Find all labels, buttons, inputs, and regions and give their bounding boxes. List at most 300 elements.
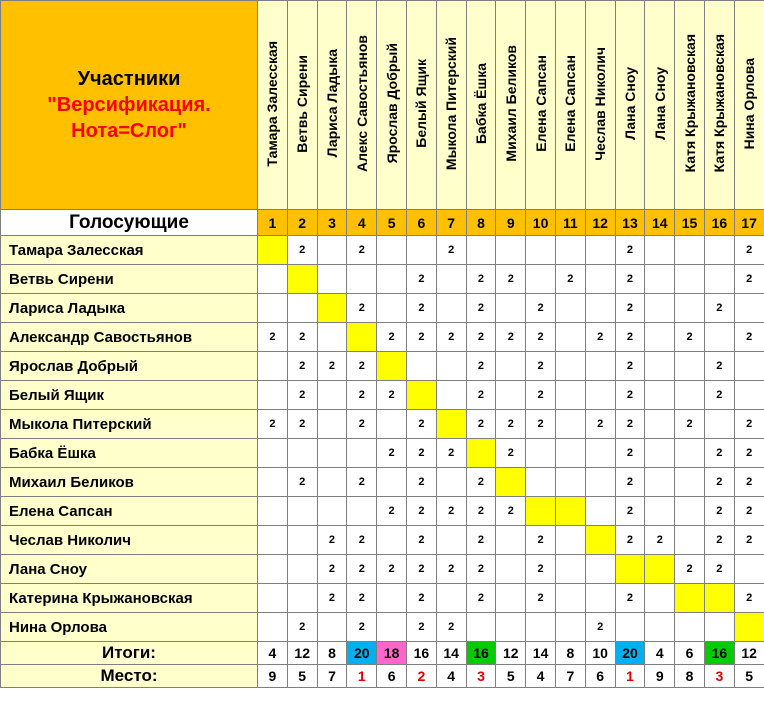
vote-cell <box>496 584 526 613</box>
voter-name: Нина Орлова <box>1 613 258 642</box>
vote-cell: 2 <box>615 294 645 323</box>
vote-cell: 2 <box>466 526 496 555</box>
vote-cell: 2 <box>615 352 645 381</box>
place-cell: 7 <box>555 665 585 688</box>
vote-cell <box>496 613 526 642</box>
participant-number: 13 <box>615 210 645 236</box>
vote-cell <box>317 323 347 352</box>
vote-cell: 2 <box>734 236 764 265</box>
voter-row <box>1 352 764 381</box>
table-title-cell <box>1 1 258 210</box>
vote-cell: 2 <box>347 555 377 584</box>
vote-cell: 2 <box>317 584 347 613</box>
vote-cell: 2 <box>377 323 407 352</box>
vote-cell: 2 <box>466 381 496 410</box>
place-cell: 5 <box>734 665 764 688</box>
vote-cell: 2 <box>347 352 377 381</box>
vote-cell <box>317 236 347 265</box>
vote-cell <box>258 613 288 642</box>
participant-number: 10 <box>526 210 556 236</box>
vote-cell: 2 <box>526 526 556 555</box>
participant-header <box>287 1 317 210</box>
vote-cell <box>436 584 466 613</box>
place-cell: 9 <box>645 665 675 688</box>
vote-cell: 2 <box>347 526 377 555</box>
vote-cell <box>317 613 347 642</box>
vote-cell: 2 <box>526 584 556 613</box>
self-vote-cell <box>734 613 764 642</box>
totals-row <box>1 642 764 665</box>
voter-name: Белый Ящик <box>1 381 258 410</box>
self-vote-cell <box>377 352 407 381</box>
self-vote-cell <box>615 555 645 584</box>
vote-cell <box>675 497 705 526</box>
vote-cell <box>377 236 407 265</box>
place-cell: 3 <box>466 665 496 688</box>
place-cell: 5 <box>496 665 526 688</box>
vote-cell <box>526 265 556 294</box>
vote-cell <box>585 265 615 294</box>
vote-cell <box>734 381 764 410</box>
vote-cell <box>287 439 317 468</box>
voter-name: Катерина Крыжановская <box>1 584 258 613</box>
places-label: Место: <box>1 665 258 688</box>
vote-cell: 2 <box>704 526 734 555</box>
participant-name: Лариса Ладыка <box>323 49 340 158</box>
participants-header-row <box>1 1 764 210</box>
vote-cell: 2 <box>496 323 526 352</box>
voter-name: Александр Савостьянов <box>1 323 258 352</box>
vote-cell <box>645 468 675 497</box>
total-cell: 4 <box>258 642 288 665</box>
vote-cell: 2 <box>347 410 377 439</box>
vote-cell <box>496 352 526 381</box>
voter-row <box>1 439 764 468</box>
vote-cell: 2 <box>555 265 585 294</box>
vote-cell: 2 <box>466 497 496 526</box>
vote-cell <box>526 613 556 642</box>
place-cell: 9 <box>258 665 288 688</box>
participant-number: 6 <box>406 210 436 236</box>
self-vote-cell <box>406 381 436 410</box>
vote-cell <box>377 410 407 439</box>
place-cell: 1 <box>615 665 645 688</box>
vote-cell: 2 <box>496 265 526 294</box>
vote-cell <box>555 381 585 410</box>
vote-cell <box>555 410 585 439</box>
vote-cell <box>555 526 585 555</box>
vote-cell: 2 <box>406 555 436 584</box>
participant-number: 5 <box>377 210 407 236</box>
place-cell: 4 <box>436 665 466 688</box>
vote-cell: 2 <box>317 352 347 381</box>
vote-cell <box>406 352 436 381</box>
vote-cell: 2 <box>526 352 556 381</box>
self-vote-cell <box>645 555 675 584</box>
vote-cell <box>645 352 675 381</box>
vote-cell <box>496 555 526 584</box>
voter-name: Михаил Беликов <box>1 468 258 497</box>
vote-cell: 2 <box>704 439 734 468</box>
vote-cell <box>347 265 377 294</box>
vote-cell <box>585 497 615 526</box>
vote-cell: 2 <box>436 439 466 468</box>
vote-cell <box>258 352 288 381</box>
vote-cell: 2 <box>675 410 705 439</box>
voter-row <box>1 468 764 497</box>
vote-cell: 2 <box>347 381 377 410</box>
vote-cell: 2 <box>287 352 317 381</box>
vote-cell <box>258 294 288 323</box>
vote-cell <box>645 410 675 439</box>
self-vote-cell <box>347 323 377 352</box>
self-vote-cell <box>317 294 347 323</box>
vote-cell: 2 <box>406 584 436 613</box>
vote-cell <box>287 555 317 584</box>
vote-cell <box>377 294 407 323</box>
vote-cell <box>704 613 734 642</box>
vote-cell: 2 <box>615 468 645 497</box>
vote-cell: 2 <box>287 613 317 642</box>
total-cell: 16 <box>466 642 496 665</box>
vote-cell: 2 <box>734 584 764 613</box>
vote-cell <box>258 468 288 497</box>
participant-name: Лана Сноу <box>651 67 668 140</box>
vote-cell <box>555 613 585 642</box>
vote-cell <box>675 294 705 323</box>
participant-header <box>347 1 377 210</box>
vote-cell <box>645 381 675 410</box>
total-cell: 20 <box>615 642 645 665</box>
vote-cell <box>585 294 615 323</box>
vote-cell: 2 <box>734 497 764 526</box>
vote-cell: 2 <box>585 410 615 439</box>
total-cell: 18 <box>377 642 407 665</box>
vote-cell: 2 <box>675 555 705 584</box>
participant-number: 1 <box>258 210 288 236</box>
vote-cell: 2 <box>466 555 496 584</box>
vote-cell: 2 <box>317 526 347 555</box>
vote-cell <box>675 236 705 265</box>
place-cell: 5 <box>287 665 317 688</box>
total-cell: 16 <box>406 642 436 665</box>
participant-number: 16 <box>704 210 734 236</box>
vote-cell <box>615 613 645 642</box>
participant-name: Нина Орлова <box>741 57 758 150</box>
vote-cell: 2 <box>734 323 764 352</box>
totals-label: Итоги: <box>1 642 258 665</box>
vote-cell <box>317 381 347 410</box>
vote-cell: 2 <box>436 236 466 265</box>
participant-number: 11 <box>555 210 585 236</box>
self-vote-cell <box>555 497 585 526</box>
participant-name: Тамара Залесская <box>264 40 281 167</box>
vote-cell: 2 <box>347 294 377 323</box>
participant-name: Михаил Беликов <box>502 45 519 162</box>
vote-cell: 2 <box>466 323 496 352</box>
vote-cell <box>377 613 407 642</box>
voter-row <box>1 294 764 323</box>
vote-cell <box>555 323 585 352</box>
participant-header <box>526 1 556 210</box>
voter-row <box>1 613 764 642</box>
voter-row <box>1 323 764 352</box>
vote-cell <box>675 265 705 294</box>
total-cell: 20 <box>347 642 377 665</box>
vote-cell <box>287 497 317 526</box>
vote-cell <box>645 265 675 294</box>
vote-cell <box>347 497 377 526</box>
self-vote-cell <box>436 410 466 439</box>
vote-cell <box>496 381 526 410</box>
vote-cell: 2 <box>377 497 407 526</box>
vote-cell: 2 <box>496 439 526 468</box>
voter-row <box>1 526 764 555</box>
vote-cell <box>645 497 675 526</box>
vote-cell <box>258 584 288 613</box>
vote-cell: 2 <box>466 584 496 613</box>
participant-number: 14 <box>645 210 675 236</box>
participant-header <box>585 1 615 210</box>
participant-number: 17 <box>734 210 764 236</box>
vote-cell <box>436 381 466 410</box>
vote-cell <box>317 468 347 497</box>
participant-header <box>377 1 407 210</box>
vote-cell: 2 <box>734 410 764 439</box>
vote-cell: 2 <box>615 497 645 526</box>
voter-name: Мыкола Питерский <box>1 410 258 439</box>
participant-name: Катя Крыжановская <box>711 34 728 173</box>
participant-name: Катя Крыжановская <box>681 34 698 173</box>
vote-cell <box>645 323 675 352</box>
places-row <box>1 665 764 688</box>
participant-header <box>675 1 705 210</box>
voter-row <box>1 265 764 294</box>
vote-cell <box>585 555 615 584</box>
vote-cell <box>526 468 556 497</box>
vote-cell: 2 <box>526 323 556 352</box>
vote-cell: 2 <box>436 497 466 526</box>
participant-number: 9 <box>496 210 526 236</box>
participant-number: 3 <box>317 210 347 236</box>
place-cell: 7 <box>317 665 347 688</box>
vote-cell <box>258 526 288 555</box>
vote-cell <box>645 439 675 468</box>
vote-cell <box>347 439 377 468</box>
participant-name: Ветвь Сирени <box>294 54 311 153</box>
participant-name: Елена Сапсан <box>532 55 549 152</box>
vote-cell <box>585 352 615 381</box>
vote-cell <box>436 294 466 323</box>
vote-cell <box>317 439 347 468</box>
participant-header <box>704 1 734 210</box>
participant-header <box>496 1 526 210</box>
vote-cell: 2 <box>406 468 436 497</box>
vote-cell: 2 <box>526 555 556 584</box>
total-cell: 8 <box>317 642 347 665</box>
vote-cell: 2 <box>287 410 317 439</box>
total-cell: 16 <box>704 642 734 665</box>
total-cell: 14 <box>436 642 466 665</box>
vote-cell <box>585 468 615 497</box>
participant-header <box>555 1 585 210</box>
vote-cell <box>317 410 347 439</box>
vote-cell <box>555 555 585 584</box>
vote-cell: 2 <box>466 410 496 439</box>
vote-cell: 2 <box>704 294 734 323</box>
participant-number: 4 <box>347 210 377 236</box>
vote-cell <box>645 584 675 613</box>
vote-cell: 2 <box>585 613 615 642</box>
vote-cell <box>645 294 675 323</box>
voter-name: Лана Сноу <box>1 555 258 584</box>
vote-cell <box>287 526 317 555</box>
vote-cell <box>377 584 407 613</box>
vote-cell <box>555 468 585 497</box>
participant-header <box>734 1 764 210</box>
vote-cell <box>287 294 317 323</box>
self-vote-cell <box>496 468 526 497</box>
vote-cell <box>436 468 466 497</box>
voter-row <box>1 236 764 265</box>
vote-cell <box>526 439 556 468</box>
participant-name: Мыкола Питерский <box>443 36 460 171</box>
vote-cell <box>317 265 347 294</box>
vote-cell: 2 <box>436 613 466 642</box>
self-vote-cell <box>675 584 705 613</box>
vote-cell: 2 <box>406 323 436 352</box>
vote-cell <box>675 381 705 410</box>
participant-name: Бабка Ёшка <box>472 62 489 144</box>
vote-cell <box>675 439 705 468</box>
participant-name: Белый Ящик <box>413 59 430 148</box>
vote-cell <box>406 236 436 265</box>
voter-name: Ветвь Сирени <box>1 265 258 294</box>
voter-row <box>1 381 764 410</box>
voter-row <box>1 584 764 613</box>
vote-cell: 2 <box>734 526 764 555</box>
vote-cell: 2 <box>675 323 705 352</box>
vote-cell: 2 <box>406 410 436 439</box>
vote-cell: 2 <box>466 352 496 381</box>
participant-number: 12 <box>585 210 615 236</box>
vote-cell: 2 <box>258 323 288 352</box>
vote-cell <box>585 236 615 265</box>
voter-row <box>1 410 764 439</box>
vote-cell: 2 <box>287 468 317 497</box>
vote-cell <box>496 236 526 265</box>
vote-cell: 2 <box>704 352 734 381</box>
self-vote-cell <box>466 439 496 468</box>
participant-number: 2 <box>287 210 317 236</box>
vote-cell: 2 <box>496 410 526 439</box>
vote-cell <box>377 526 407 555</box>
voter-row <box>1 497 764 526</box>
participant-numbers-row <box>1 210 764 236</box>
vote-cell: 2 <box>704 497 734 526</box>
vote-cell <box>704 236 734 265</box>
participant-number: 15 <box>675 210 705 236</box>
vote-cell <box>645 236 675 265</box>
vote-cell: 2 <box>347 468 377 497</box>
vote-cell <box>436 352 466 381</box>
table-title: Участники <box>77 68 181 90</box>
vote-cell <box>734 555 764 584</box>
vote-cell <box>496 526 526 555</box>
vote-cell <box>555 352 585 381</box>
vote-cell <box>526 236 556 265</box>
total-cell: 12 <box>287 642 317 665</box>
participant-header <box>436 1 466 210</box>
vote-cell: 2 <box>406 526 436 555</box>
self-vote-cell <box>704 584 734 613</box>
vote-cell <box>555 294 585 323</box>
vote-cell: 2 <box>406 265 436 294</box>
participant-name: Лана Сноу <box>621 67 638 140</box>
vote-cell: 2 <box>466 468 496 497</box>
vote-cell <box>555 584 585 613</box>
voter-name: Ярослав Добрый <box>1 352 258 381</box>
vote-cell: 2 <box>704 555 734 584</box>
participant-number: 8 <box>466 210 496 236</box>
vote-cell: 2 <box>615 236 645 265</box>
participant-header <box>615 1 645 210</box>
total-cell: 4 <box>645 642 675 665</box>
vote-cell <box>704 323 734 352</box>
vote-cell <box>496 294 526 323</box>
voter-name: Елена Сапсан <box>1 497 258 526</box>
participant-header <box>317 1 347 210</box>
total-cell: 10 <box>585 642 615 665</box>
vote-cell <box>466 613 496 642</box>
vote-cell: 2 <box>615 584 645 613</box>
vote-cell <box>258 497 288 526</box>
vote-cell <box>704 265 734 294</box>
vote-cell: 2 <box>406 439 436 468</box>
vote-cell <box>734 352 764 381</box>
vote-cell <box>555 439 585 468</box>
vote-cell: 2 <box>615 265 645 294</box>
vote-cell <box>436 526 466 555</box>
vote-cell: 2 <box>377 555 407 584</box>
vote-cell: 2 <box>734 439 764 468</box>
vote-cell <box>287 584 317 613</box>
participant-header <box>406 1 436 210</box>
vote-cell <box>704 410 734 439</box>
vote-cell <box>585 584 615 613</box>
vote-cell <box>258 381 288 410</box>
vote-cell: 2 <box>406 497 436 526</box>
total-cell: 8 <box>555 642 585 665</box>
vote-cell <box>585 381 615 410</box>
vote-cell: 2 <box>377 439 407 468</box>
vote-cell <box>377 265 407 294</box>
vote-cell: 2 <box>347 236 377 265</box>
voter-name: Тамара Залесская <box>1 236 258 265</box>
voters-label: Голосующие <box>1 210 258 236</box>
place-cell: 4 <box>526 665 556 688</box>
participant-header <box>645 1 675 210</box>
vote-cell: 2 <box>287 381 317 410</box>
place-cell: 8 <box>675 665 705 688</box>
vote-cell: 2 <box>615 381 645 410</box>
participant-number: 7 <box>436 210 466 236</box>
vote-cell: 2 <box>436 555 466 584</box>
place-cell: 6 <box>377 665 407 688</box>
vote-cell: 2 <box>347 613 377 642</box>
self-vote-cell <box>585 526 615 555</box>
vote-cell <box>258 439 288 468</box>
